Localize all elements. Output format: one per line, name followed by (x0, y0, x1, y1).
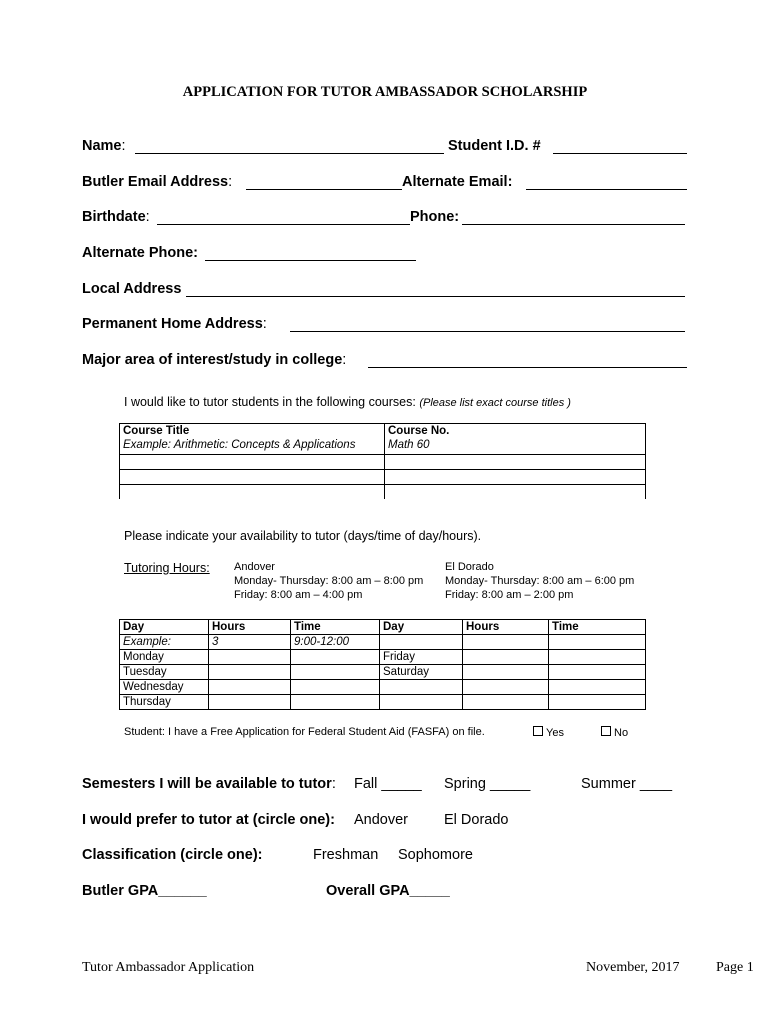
fasfa-yes-option[interactable]: Yes (533, 726, 564, 739)
table-cell (120, 424, 385, 455)
hours-cell[interactable] (463, 665, 549, 680)
table-row[interactable] (120, 665, 646, 680)
eldorado-hours (445, 560, 634, 602)
classification-freshman[interactable]: Freshman (313, 847, 379, 863)
time-cell[interactable] (549, 665, 646, 680)
table-row[interactable] (120, 470, 646, 485)
footer-title: Tutor Ambassador Application (82, 960, 255, 975)
time-cell[interactable] (291, 650, 380, 665)
andover-weekday: Monday- Thursday: 8:00 am – 8:00 pm (234, 575, 424, 587)
birthdate-field[interactable] (157, 224, 410, 225)
location-andover[interactable]: Andover (354, 812, 409, 828)
course-no-header: Course No. (388, 425, 450, 437)
fasfa-statement: Student: I have a Free Application for Federal Student Aid (FASFA) on file. (124, 726, 485, 738)
phone-field[interactable] (462, 224, 685, 225)
table-cell[interactable] (380, 635, 463, 650)
hours-cell[interactable] (209, 650, 291, 665)
table-cell[interactable] (549, 680, 646, 695)
alternate-phone-label: Alternate Phone: (82, 245, 199, 261)
classification-label: Classification (circle one): (82, 847, 263, 863)
semester-fall[interactable]: Fall _____ (354, 776, 422, 792)
location-eldorado[interactable]: El Dorado (444, 812, 509, 828)
hours-cell[interactable] (209, 680, 291, 695)
course-title-cell[interactable] (120, 470, 385, 485)
example-day: Example: (120, 635, 209, 650)
checkbox-icon[interactable] (533, 726, 543, 736)
table-cell[interactable] (380, 695, 463, 710)
schedule-table (119, 619, 646, 710)
eldorado-weekday: Monday- Thursday: 8:00 am – 6:00 pm (445, 575, 635, 587)
table-cell[interactable] (463, 635, 549, 650)
course-title-example: Example: Arithmetic: Concepts & Applications (123, 439, 356, 451)
semesters-label: Semesters I will be available to tutor: (82, 776, 336, 792)
table-row[interactable] (120, 650, 646, 665)
overall-gpa[interactable]: Overall GPA_____ (326, 883, 450, 899)
example-hours: 3 (209, 635, 291, 650)
table-row[interactable] (120, 680, 646, 695)
header-day-2: Day (380, 620, 463, 635)
table-row[interactable] (120, 455, 646, 470)
page-title: APPLICATION FOR TUTOR AMBASSADOR SCHOLARSHIP (182, 84, 588, 100)
butler-email-label: Butler Email Address: (82, 174, 233, 190)
course-no-example: Math 60 (388, 439, 430, 451)
header-time: Time (291, 620, 380, 635)
butler-email-field[interactable] (246, 189, 402, 190)
table-cell[interactable] (463, 680, 549, 695)
alternate-phone-field[interactable] (205, 260, 416, 261)
hours-cell[interactable] (463, 650, 549, 665)
course-no-cell[interactable] (385, 470, 646, 485)
table-row[interactable] (120, 485, 646, 500)
table-cell (385, 424, 646, 455)
table-cell[interactable] (549, 635, 646, 650)
hours-cell[interactable] (209, 695, 291, 710)
eldorado-friday: Friday: 8:00 am – 2:00 pm (445, 589, 574, 601)
time-cell[interactable] (291, 680, 380, 695)
footer-date: November, 2017 (586, 960, 680, 975)
table-cell[interactable] (463, 695, 549, 710)
location-label: I would prefer to tutor at (circle one): (82, 812, 335, 828)
courses-intro: I would like to tutor students in the following courses: (Please list exact course titles ) (124, 395, 571, 409)
eldorado-name: El Dorado (445, 561, 494, 573)
local-address-field[interactable] (186, 296, 685, 297)
andover-hours (234, 560, 423, 602)
semester-summer[interactable]: Summer ____ (581, 776, 673, 792)
header-day: Day (120, 620, 209, 635)
andover-name: Andover (234, 561, 275, 573)
day-wednesday: Wednesday (120, 680, 209, 695)
time-cell[interactable] (291, 665, 380, 680)
student-id-label: Student I.D. # (448, 138, 541, 154)
courses-table (119, 423, 646, 499)
course-no-cell[interactable] (385, 485, 646, 500)
andover-friday: Friday: 8:00 am – 4:00 pm (234, 589, 363, 601)
permanent-address-label: Permanent Home Address: (82, 316, 267, 332)
example-time: 9:00-12:00 (291, 635, 380, 650)
birthdate-label: Birthdate: (82, 209, 150, 225)
table-row (120, 424, 646, 455)
header-hours: Hours (209, 620, 291, 635)
availability-intro: Please indicate your availability to tutor (days/time of day/hours). (124, 529, 482, 543)
major-label: Major area of interest/study in college: (82, 352, 347, 368)
classification-sophomore[interactable]: Sophomore (398, 847, 473, 863)
hours-cell[interactable] (209, 665, 291, 680)
table-row (120, 635, 646, 650)
name-field[interactable] (135, 153, 444, 154)
day-saturday: Saturday (380, 665, 463, 680)
alternate-email-label: Alternate Email: (402, 174, 513, 190)
course-title-cell[interactable] (120, 485, 385, 500)
day-tuesday: Tuesday (120, 665, 209, 680)
day-thursday: Thursday (120, 695, 209, 710)
day-monday: Monday (120, 650, 209, 665)
semester-spring[interactable]: Spring _____ (444, 776, 531, 792)
header-time-2: Time (549, 620, 646, 635)
table-row[interactable] (120, 695, 646, 710)
table-cell[interactable] (380, 680, 463, 695)
alternate-email-field[interactable] (526, 189, 687, 190)
table-row (120, 620, 646, 635)
major-field[interactable] (368, 367, 687, 368)
checkbox-icon[interactable] (601, 726, 611, 736)
day-friday: Friday (380, 650, 463, 665)
table-cell[interactable] (549, 695, 646, 710)
butler-gpa[interactable]: Butler GPA______ (82, 883, 207, 899)
footer-page-number: Page 1 (716, 960, 754, 975)
student-id-field[interactable] (553, 153, 687, 154)
permanent-address-field[interactable] (290, 331, 685, 332)
course-title-cell[interactable] (120, 455, 385, 470)
phone-label: Phone: (410, 209, 460, 225)
name-label: Name: (82, 138, 126, 154)
local-address-label: Local Address (82, 281, 182, 297)
course-no-cell[interactable] (385, 455, 646, 470)
header-hours-2: Hours (463, 620, 549, 635)
time-cell[interactable] (549, 650, 646, 665)
time-cell[interactable] (291, 695, 380, 710)
fasfa-no-option[interactable]: No (601, 726, 628, 739)
course-title-header: Course Title (123, 425, 190, 437)
tutoring-hours-label: Tutoring Hours: (124, 561, 210, 575)
